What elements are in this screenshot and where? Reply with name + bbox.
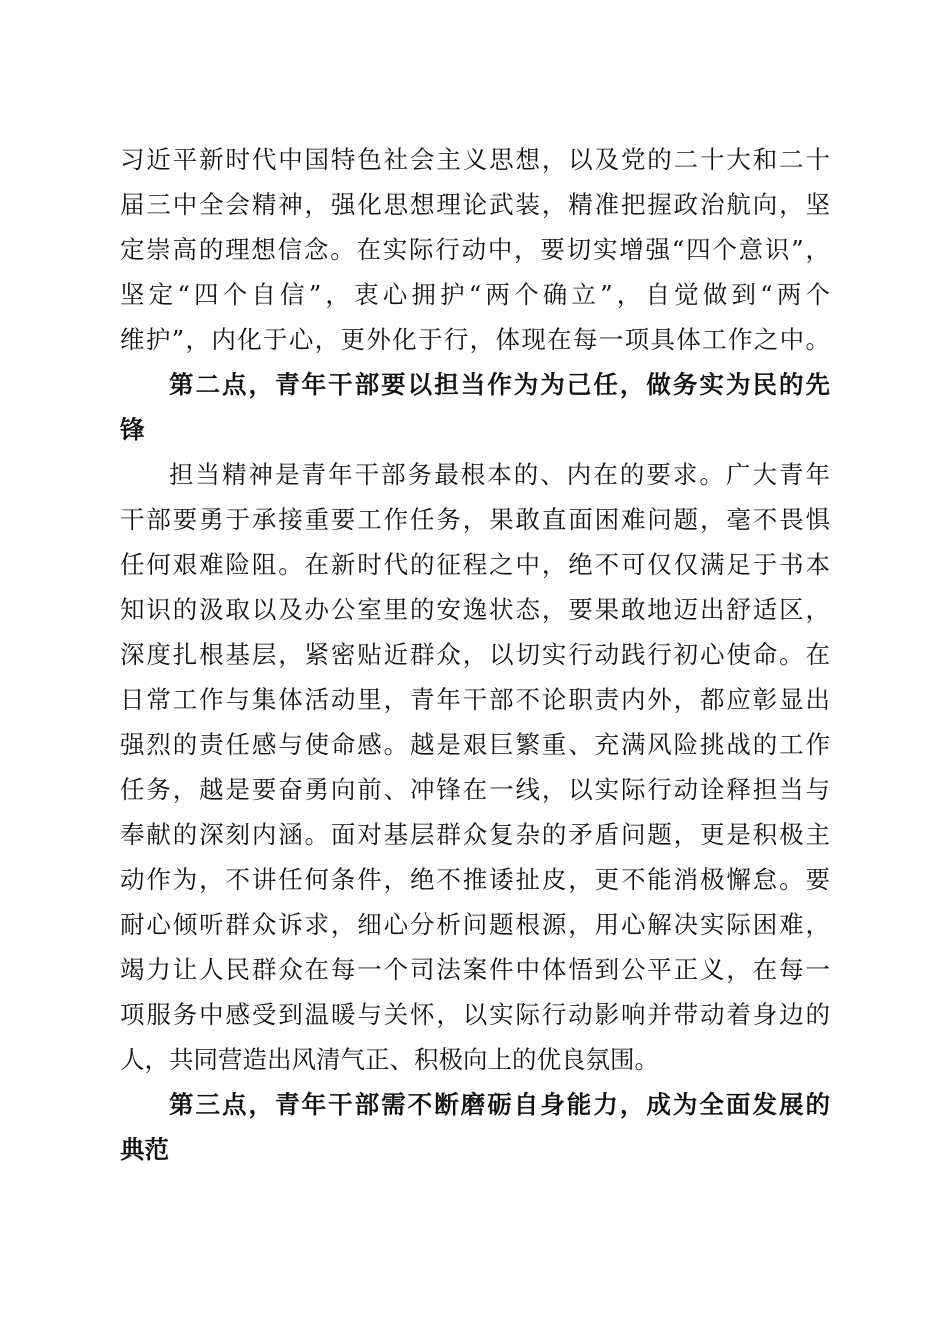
body-text-line: 任务，越是要奋勇向前、冲锋在一线，以实际行动诠释担当与 <box>120 775 830 804</box>
body-text-line: 竭力让人民群众在每一个司法案件中体悟到公平正义，在每一 <box>120 955 830 984</box>
body-text-line: 深度扎根基层，紧密贴近群众，以切实行动践行初心使命。在 <box>120 640 830 669</box>
body-text-line: 习近平新时代中国特色社会主义思想，以及党的二十大和二十 <box>120 145 830 174</box>
body-text-line: 项服务中感受到温暖与关怀，以实际行动影响并带动着身边的 <box>120 1000 830 1029</box>
body-text-line: 知识的汲取以及办公室里的安逸状态，要果敢地迈出舒适区， <box>120 595 830 624</box>
body-text-line: 届三中全会精神，强化思想理论武装，精准把握政治航向，坚 <box>120 190 830 219</box>
section-heading-3: 第三点，青年干部需不断磨砺自身能力，成为全面发展的 <box>169 1090 830 1119</box>
section-heading-3-continued: 典范 <box>120 1135 169 1164</box>
body-text-line: 耐心倾听群众诉求，细心分析问题根源，用心解决实际困难， <box>120 910 830 939</box>
body-text-line: 人，共同营造出风清气正、积极向上的优良氛围。 <box>120 1045 659 1074</box>
body-text-line: 坚定“四个自信”，衷心拥护“两个确立”，自觉做到“两个 <box>120 280 830 309</box>
body-text-line: 担当精神是青年干部务最根本的、内在的要求。广大青年 <box>169 460 830 489</box>
body-text-line: 干部要勇于承接重要工作任务，果敢直面困难问题，毫不畏惧 <box>120 505 830 534</box>
section-heading-2: 第二点，青年干部要以担当作为为己任，做务实为民的先 <box>169 370 830 399</box>
body-text-line: 奉献的深刻内涵。面对基层群众复杂的矛盾问题，更是积极主 <box>120 820 830 849</box>
body-text-line: 定崇高的理想信念。在实际行动中，要切实增强“四个意识”， <box>120 235 830 264</box>
section-heading-2-continued: 锋 <box>120 415 145 444</box>
body-text-line: 维护”，内化于心，更外化于行，体现在每一项具体工作之中。 <box>120 325 830 354</box>
body-text-line: 动作为，不讲任何条件，绝不推诿扯皮，更不能消极懈怠。要 <box>120 865 830 894</box>
body-text-line: 日常工作与集体活动里，青年干部不论职责内外，都应彰显出 <box>120 685 830 714</box>
body-text-line: 强烈的责任感与使命感。越是艰巨繁重、充满风险挑战的工作 <box>120 730 830 759</box>
body-text-line: 任何艰难险阻。在新时代的征程之中，绝不可仅仅满足于书本 <box>120 550 830 579</box>
